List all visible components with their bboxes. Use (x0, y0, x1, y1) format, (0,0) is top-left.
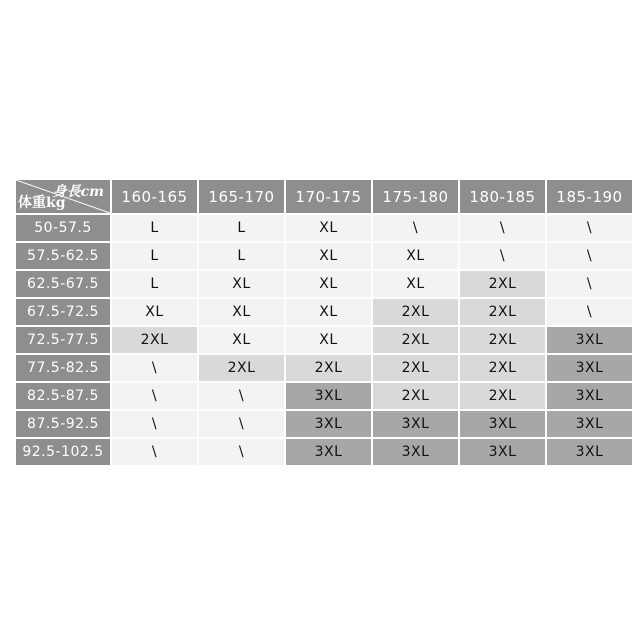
column-header: 170-175 (286, 180, 371, 213)
size-cell: 3XL (286, 383, 371, 409)
weight-axis-label: 体重kg (18, 195, 66, 211)
size-cell: XL (286, 299, 371, 325)
size-cell: 2XL (460, 271, 545, 297)
size-cell: \ (112, 383, 197, 409)
size-cell: L (112, 243, 197, 269)
size-cell: 3XL (547, 383, 632, 409)
size-cell: 2XL (460, 383, 545, 409)
height-axis-label: 身長cm (52, 184, 104, 200)
size-cell: \ (112, 411, 197, 437)
table-row (16, 271, 632, 297)
size-cell: 3XL (460, 439, 545, 465)
size-cell: \ (460, 215, 545, 241)
row-header: 50-57.5 (16, 215, 110, 241)
size-chart-table (14, 178, 634, 467)
row-header: 82.5-87.5 (16, 383, 110, 409)
size-cell: 2XL (286, 355, 371, 381)
column-header: 185-190 (547, 180, 632, 213)
row-header: 92.5-102.5 (16, 439, 110, 465)
size-cell: 2XL (373, 383, 458, 409)
header-row (16, 180, 632, 213)
size-cell: XL (286, 327, 371, 353)
size-cell: L (199, 243, 284, 269)
size-cell: 2XL (460, 327, 545, 353)
table-row (16, 383, 632, 409)
size-cell: \ (112, 355, 197, 381)
size-cell: 2XL (373, 327, 458, 353)
row-header: 67.5-72.5 (16, 299, 110, 325)
size-cell: XL (286, 271, 371, 297)
size-cell: L (112, 215, 197, 241)
row-header: 87.5-92.5 (16, 411, 110, 437)
size-cell: \ (547, 243, 632, 269)
corner-header (16, 180, 110, 213)
size-cell: \ (460, 243, 545, 269)
size-cell: 3XL (286, 439, 371, 465)
row-header: 57.5-62.5 (16, 243, 110, 269)
table-row (16, 327, 632, 353)
size-cell: \ (199, 439, 284, 465)
size-cell: 2XL (460, 299, 545, 325)
size-cell: \ (199, 383, 284, 409)
size-cell: L (112, 271, 197, 297)
size-cell: 3XL (547, 355, 632, 381)
column-header: 180-185 (460, 180, 545, 213)
size-cell: 3XL (460, 411, 545, 437)
size-cell: XL (286, 243, 371, 269)
size-cell: \ (547, 215, 632, 241)
size-cell: 2XL (199, 355, 284, 381)
table-row (16, 243, 632, 269)
size-cell: 3XL (547, 439, 632, 465)
row-header: 62.5-67.5 (16, 271, 110, 297)
size-cell: XL (199, 299, 284, 325)
table-row (16, 355, 632, 381)
row-header: 77.5-82.5 (16, 355, 110, 381)
size-cell: 3XL (373, 439, 458, 465)
column-header: 175-180 (373, 180, 458, 213)
size-cell: 3XL (373, 411, 458, 437)
size-cell: \ (547, 299, 632, 325)
table-row (16, 215, 632, 241)
column-header: 160-165 (112, 180, 197, 213)
size-cell: 3XL (547, 411, 632, 437)
table-row (16, 299, 632, 325)
size-cell: XL (286, 215, 371, 241)
size-cell: 2XL (112, 327, 197, 353)
size-cell: L (199, 215, 284, 241)
size-cell: \ (199, 411, 284, 437)
size-cell: 3XL (286, 411, 371, 437)
size-cell: XL (112, 299, 197, 325)
size-chart-body (16, 215, 632, 465)
size-cell: XL (373, 271, 458, 297)
column-header: 165-170 (199, 180, 284, 213)
row-header: 72.5-77.5 (16, 327, 110, 353)
size-cell: \ (112, 439, 197, 465)
size-cell: 2XL (373, 355, 458, 381)
size-cell: XL (373, 243, 458, 269)
size-cell: XL (199, 327, 284, 353)
size-cell: 2XL (460, 355, 545, 381)
size-cell: \ (373, 215, 458, 241)
size-cell: 3XL (547, 327, 632, 353)
size-cell: XL (199, 271, 284, 297)
table-row (16, 411, 632, 437)
table-row (16, 439, 632, 465)
size-cell: \ (547, 271, 632, 297)
size-cell: 2XL (373, 299, 458, 325)
